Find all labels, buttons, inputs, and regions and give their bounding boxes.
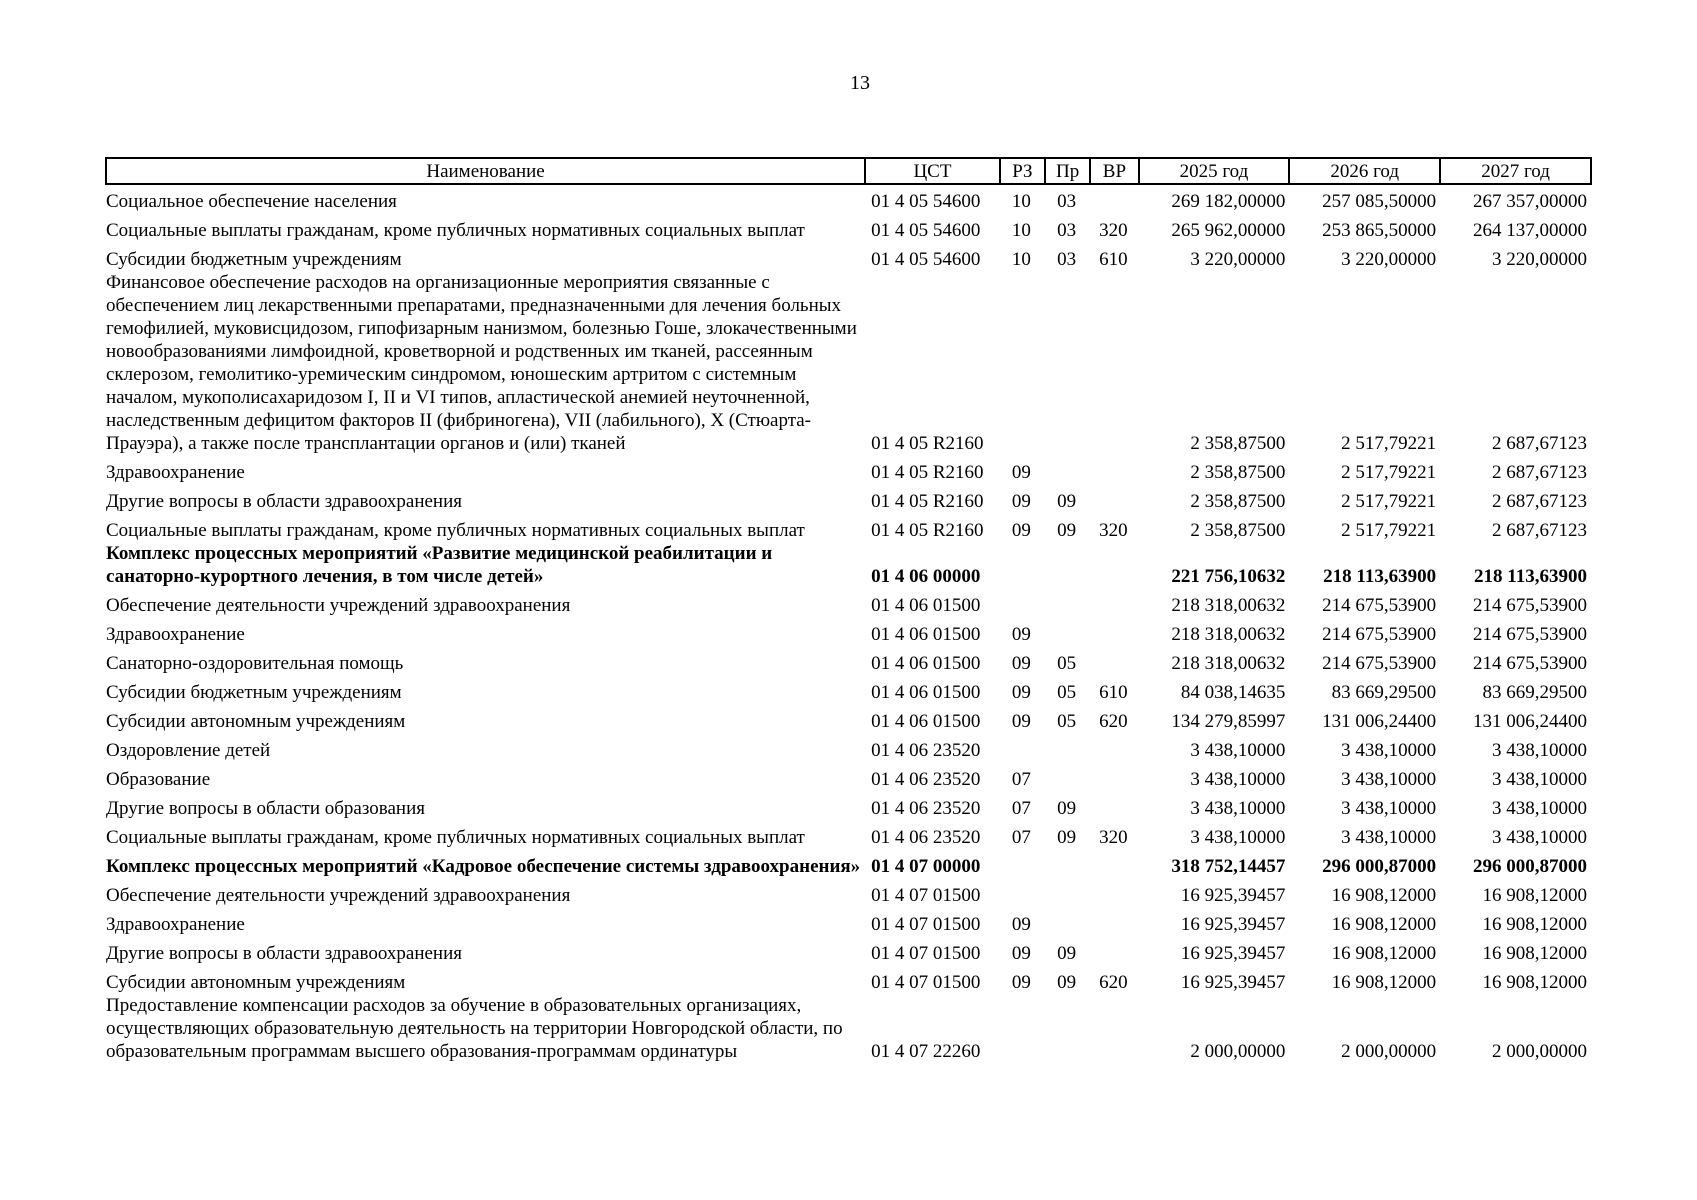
row-pr: 05 <box>1057 653 1077 674</box>
row-vr <box>1090 271 1138 455</box>
table-row <box>106 994 1591 1063</box>
row-value-2025: 221 756,10632 <box>1171 566 1286 587</box>
row-rz: 09 <box>1011 914 1031 935</box>
row-name: Социальные выплаты гражданам, кроме публичных нормативных социальных выплат <box>106 520 805 541</box>
budget-table <box>105 157 1592 1063</box>
row-value-2025: 3 438,10000 <box>1190 798 1286 819</box>
row-vr: 610 <box>1099 249 1128 270</box>
row-value-2026: 214 675,53900 <box>1322 653 1437 674</box>
row-pr: 09 <box>1057 520 1077 541</box>
column-header-cst: ЦСТ <box>865 158 1000 184</box>
row-name: Комплекс процессных мероприятий «Развитие медицинской реабилитации и санаторно-курортного лечения, в том числе детей» <box>106 543 773 587</box>
table-row <box>106 733 1591 762</box>
row-cst: 01 4 05 R2160 <box>871 433 984 454</box>
row-name: Социальное обеспечение населения <box>106 191 397 212</box>
row-rz: 09 <box>1011 462 1031 483</box>
row-rz: 10 <box>1011 191 1031 212</box>
row-value-2026: 2 517,79221 <box>1341 433 1437 454</box>
row-value-2026: 2 517,79221 <box>1341 520 1437 541</box>
table-row <box>106 762 1591 791</box>
row-name: Социальные выплаты гражданам, кроме публичных нормативных социальных выплат <box>106 220 805 241</box>
row-pr <box>1045 455 1090 484</box>
row-rz: 10 <box>1011 220 1031 241</box>
row-cst: 01 4 05 54600 <box>871 220 981 241</box>
row-value-2025: 2 358,87500 <box>1190 462 1286 483</box>
row-name: Субсидии автономным учреждениям <box>106 972 406 993</box>
row-value-2025: 218 318,00632 <box>1171 595 1286 616</box>
row-value-2027: 83 669,29500 <box>1482 682 1587 703</box>
row-pr <box>1045 617 1090 646</box>
row-rz: 09 <box>1011 711 1031 732</box>
table-row <box>106 588 1591 617</box>
row-value-2027: 218 113,63900 <box>1474 566 1587 587</box>
row-value-2026: 3 438,10000 <box>1341 740 1437 761</box>
row-cst: 01 4 06 01500 <box>871 653 981 674</box>
row-value-2025: 2 358,87500 <box>1190 491 1286 512</box>
row-rz: 09 <box>1011 653 1031 674</box>
row-value-2025: 16 925,39457 <box>1180 943 1286 964</box>
table-row <box>106 184 1591 213</box>
page-number: 13 <box>850 72 870 94</box>
row-rz: 09 <box>1011 682 1031 703</box>
row-pr <box>1045 588 1090 617</box>
row-vr: 610 <box>1099 682 1128 703</box>
row-pr: 09 <box>1057 972 1077 993</box>
row-rz <box>1000 271 1045 455</box>
row-rz: 09 <box>1011 520 1031 541</box>
row-pr <box>1045 994 1090 1063</box>
table-row <box>106 455 1591 484</box>
row-name: Образование <box>106 769 211 790</box>
row-cst: 01 4 06 00000 <box>871 566 981 587</box>
row-vr <box>1090 849 1138 878</box>
table-row <box>106 542 1591 588</box>
row-vr: 620 <box>1099 711 1128 732</box>
row-value-2026: 83 669,29500 <box>1331 682 1437 703</box>
row-pr: 09 <box>1057 827 1077 848</box>
row-value-2025: 269 182,00000 <box>1171 191 1286 212</box>
row-value-2027: 3 438,10000 <box>1492 740 1587 761</box>
row-value-2025: 3 220,00000 <box>1190 249 1286 270</box>
row-value-2027: 2 687,67123 <box>1492 491 1587 512</box>
row-cst: 01 4 06 23520 <box>871 740 981 761</box>
table-row <box>106 820 1591 849</box>
row-value-2027: 16 908,12000 <box>1482 885 1587 906</box>
row-value-2026: 16 908,12000 <box>1331 914 1437 935</box>
row-value-2027: 267 357,00000 <box>1473 191 1587 212</box>
row-value-2025: 2 358,87500 <box>1190 520 1286 541</box>
row-name: Оздоровление детей <box>106 740 271 761</box>
row-rz: 09 <box>1011 491 1031 512</box>
row-cst: 01 4 05 R2160 <box>871 462 984 483</box>
row-value-2026: 218 113,63900 <box>1323 566 1437 587</box>
row-pr: 03 <box>1057 191 1077 212</box>
row-value-2025: 318 752,14457 <box>1171 856 1286 877</box>
row-value-2027: 2 687,67123 <box>1492 462 1587 483</box>
row-rz <box>1000 733 1045 762</box>
row-vr <box>1090 617 1138 646</box>
table-row <box>106 936 1591 965</box>
row-cst: 01 4 06 01500 <box>871 711 981 732</box>
row-name: Социальные выплаты гражданам, кроме публичных нормативных социальных выплат <box>106 827 805 848</box>
row-cst: 01 4 06 01500 <box>871 624 981 645</box>
row-value-2026: 3 438,10000 <box>1341 827 1437 848</box>
row-pr <box>1045 878 1090 907</box>
row-value-2027: 3 220,00000 <box>1492 249 1587 270</box>
row-value-2026: 214 675,53900 <box>1322 624 1437 645</box>
row-value-2025: 265 962,00000 <box>1171 220 1286 241</box>
row-rz: 09 <box>1011 972 1031 993</box>
row-value-2026: 3 438,10000 <box>1341 798 1437 819</box>
row-name: Другие вопросы в области здравоохранения <box>106 491 463 512</box>
row-value-2027: 264 137,00000 <box>1473 220 1587 241</box>
row-vr: 620 <box>1099 972 1128 993</box>
row-rz: 07 <box>1011 798 1031 819</box>
row-value-2026: 3 220,00000 <box>1341 249 1437 270</box>
row-cst: 01 4 06 23520 <box>871 798 981 819</box>
row-value-2026: 16 908,12000 <box>1331 885 1437 906</box>
row-name: Субсидии бюджетным учреждениям <box>106 249 402 270</box>
column-header-name: Наименование <box>106 158 865 184</box>
row-pr <box>1045 733 1090 762</box>
row-value-2025: 2 000,00000 <box>1190 1041 1286 1062</box>
row-vr: 320 <box>1099 220 1128 241</box>
row-value-2026: 16 908,12000 <box>1331 972 1437 993</box>
row-name: Обеспечение деятельности учреждений здравоохранения <box>106 595 571 616</box>
row-value-2027: 2 000,00000 <box>1492 1041 1587 1062</box>
row-cst: 01 4 07 01500 <box>871 943 981 964</box>
row-cst: 01 4 05 54600 <box>871 191 981 212</box>
row-vr <box>1090 907 1138 936</box>
row-name: Санаторно-оздоровительная помощь <box>106 653 404 674</box>
row-value-2025: 218 318,00632 <box>1171 624 1286 645</box>
table-row <box>106 617 1591 646</box>
row-vr <box>1090 455 1138 484</box>
row-rz: 10 <box>1011 249 1031 270</box>
column-header-vr: ВР <box>1090 158 1138 184</box>
row-value-2026: 253 865,50000 <box>1322 220 1437 241</box>
row-name: Финансовое обеспечение расходов на организационные мероприятия связанные с обеспечением лиц лекарственными препаратами, предназначенными для лечения больных гемофилией, муковисцидозом, гипофизарным нанизмом, болезнью Гоше, злокачественными новообразованиями лимфоидной, кроветворной и родственных им тканей, рассеянным склерозом, гемолитико-уремическим синдромом, юношеским артритом с системным началом, мукополисахаридозом I, II и VI типов, апластической анемией неуточненной, наследственным дефицитом факторов II (фибриногена), VII (лабильного), X (Стюарта-Прауэра), а также после трансплантации органов и (или) тканей <box>106 272 857 454</box>
row-pr <box>1045 542 1090 588</box>
row-value-2025: 3 438,10000 <box>1190 827 1286 848</box>
row-vr <box>1090 762 1138 791</box>
row-value-2025: 134 279,85997 <box>1171 711 1286 732</box>
row-rz <box>1000 878 1045 907</box>
row-value-2026: 214 675,53900 <box>1322 595 1437 616</box>
table-row <box>106 791 1591 820</box>
row-value-2027: 3 438,10000 <box>1492 769 1587 790</box>
row-value-2027: 214 675,53900 <box>1473 653 1587 674</box>
column-header-2026: 2026 год <box>1289 158 1440 184</box>
row-rz: 09 <box>1011 943 1031 964</box>
row-value-2027: 2 687,67123 <box>1492 520 1587 541</box>
row-rz: 07 <box>1011 769 1031 790</box>
row-value-2026: 131 006,24400 <box>1322 711 1437 732</box>
row-cst: 01 4 06 23520 <box>871 769 981 790</box>
row-vr <box>1090 733 1138 762</box>
row-cst: 01 4 06 01500 <box>871 595 981 616</box>
table-row <box>106 271 1591 455</box>
row-cst: 01 4 06 01500 <box>871 682 981 703</box>
row-cst: 01 4 07 22260 <box>871 1041 981 1062</box>
column-header-2027: 2027 год <box>1440 158 1591 184</box>
row-value-2027: 214 675,53900 <box>1473 595 1587 616</box>
row-vr <box>1090 994 1138 1063</box>
row-name: Субсидии бюджетным учреждениям <box>106 682 402 703</box>
row-pr <box>1045 762 1090 791</box>
column-header-rz: РЗ <box>1000 158 1045 184</box>
row-cst: 01 4 07 01500 <box>871 914 981 935</box>
row-vr <box>1090 588 1138 617</box>
row-rz <box>1000 542 1045 588</box>
row-value-2027: 296 000,87000 <box>1473 856 1587 877</box>
row-cst: 01 4 07 01500 <box>871 885 981 906</box>
row-vr <box>1090 936 1138 965</box>
column-header-pr: Пр <box>1045 158 1090 184</box>
row-value-2027: 131 006,24400 <box>1473 711 1587 732</box>
table-row <box>106 675 1591 704</box>
table-row <box>106 484 1591 513</box>
row-value-2027: 16 908,12000 <box>1482 943 1587 964</box>
row-vr <box>1090 878 1138 907</box>
row-value-2025: 218 318,00632 <box>1171 653 1286 674</box>
table-row <box>106 242 1591 271</box>
row-value-2027: 16 908,12000 <box>1482 914 1587 935</box>
row-pr: 09 <box>1057 798 1077 819</box>
row-value-2027: 214 675,53900 <box>1473 624 1587 645</box>
row-value-2025: 16 925,39457 <box>1180 972 1286 993</box>
row-vr <box>1090 184 1138 213</box>
row-cst: 01 4 07 00000 <box>871 856 981 877</box>
row-value-2027: 2 687,67123 <box>1492 433 1587 454</box>
row-value-2026: 296 000,87000 <box>1322 856 1437 877</box>
row-value-2025: 84 038,14635 <box>1180 682 1286 703</box>
row-rz <box>1000 994 1045 1063</box>
row-pr: 05 <box>1057 682 1077 703</box>
table-row <box>106 513 1591 542</box>
row-vr: 320 <box>1099 520 1128 541</box>
table-body <box>106 184 1591 1063</box>
row-rz <box>1000 588 1045 617</box>
row-name: Обеспечение деятельности учреждений здравоохранения <box>106 885 571 906</box>
row-cst: 01 4 06 23520 <box>871 827 981 848</box>
row-value-2025: 16 925,39457 <box>1180 914 1286 935</box>
row-cst: 01 4 05 R2160 <box>871 491 984 512</box>
row-cst: 01 4 05 R2160 <box>871 520 984 541</box>
table-header-row <box>106 158 1591 184</box>
table-row <box>106 849 1591 878</box>
row-cst: 01 4 05 54600 <box>871 249 981 270</box>
row-name: Здравоохранение <box>106 462 245 483</box>
row-value-2025: 16 925,39457 <box>1180 885 1286 906</box>
row-value-2027: 16 908,12000 <box>1482 972 1587 993</box>
row-value-2025: 3 438,10000 <box>1190 740 1286 761</box>
row-pr <box>1045 849 1090 878</box>
row-pr: 03 <box>1057 220 1077 241</box>
row-value-2026: 257 085,50000 <box>1322 191 1437 212</box>
row-rz <box>1000 849 1045 878</box>
table-row <box>106 878 1591 907</box>
table-row <box>106 646 1591 675</box>
row-value-2027: 3 438,10000 <box>1492 798 1587 819</box>
row-rz: 07 <box>1011 827 1031 848</box>
row-pr <box>1045 271 1090 455</box>
row-name: Другие вопросы в области здравоохранения <box>106 943 463 964</box>
row-pr: 05 <box>1057 711 1077 732</box>
column-header-2025: 2025 год <box>1139 158 1290 184</box>
row-name: Здравоохранение <box>106 624 245 645</box>
table-row <box>106 907 1591 936</box>
row-vr <box>1090 791 1138 820</box>
row-pr <box>1045 907 1090 936</box>
row-value-2026: 2 000,00000 <box>1341 1041 1437 1062</box>
row-pr: 09 <box>1057 491 1077 512</box>
row-name: Комплекс процессных мероприятий «Кадровое обеспечение системы здравоохранения» <box>106 856 861 877</box>
row-value-2025: 2 358,87500 <box>1190 433 1286 454</box>
table-row <box>106 965 1591 994</box>
row-vr <box>1090 542 1138 588</box>
table-row <box>106 704 1591 733</box>
row-vr <box>1090 646 1138 675</box>
row-pr: 03 <box>1057 249 1077 270</box>
row-value-2025: 3 438,10000 <box>1190 769 1286 790</box>
row-value-2026: 16 908,12000 <box>1331 943 1437 964</box>
row-name: Здравоохранение <box>106 914 245 935</box>
row-vr: 320 <box>1099 827 1128 848</box>
row-value-2027: 3 438,10000 <box>1492 827 1587 848</box>
row-vr <box>1090 484 1138 513</box>
row-cst: 01 4 07 01500 <box>871 972 981 993</box>
row-value-2026: 2 517,79221 <box>1341 491 1437 512</box>
row-value-2026: 3 438,10000 <box>1341 769 1437 790</box>
table-row <box>106 213 1591 242</box>
row-name: Субсидии автономным учреждениям <box>106 711 406 732</box>
row-rz: 09 <box>1011 624 1031 645</box>
row-name: Предоставление компенсации расходов за обучение в образовательных организациях, осуществляющих образовательную деятельность на территории Новгородской области, по образовательным программам высшего образования-программам ординатуры <box>106 995 843 1062</box>
row-name: Другие вопросы в области образования <box>106 798 425 819</box>
row-pr: 09 <box>1057 943 1077 964</box>
row-value-2026: 2 517,79221 <box>1341 462 1437 483</box>
